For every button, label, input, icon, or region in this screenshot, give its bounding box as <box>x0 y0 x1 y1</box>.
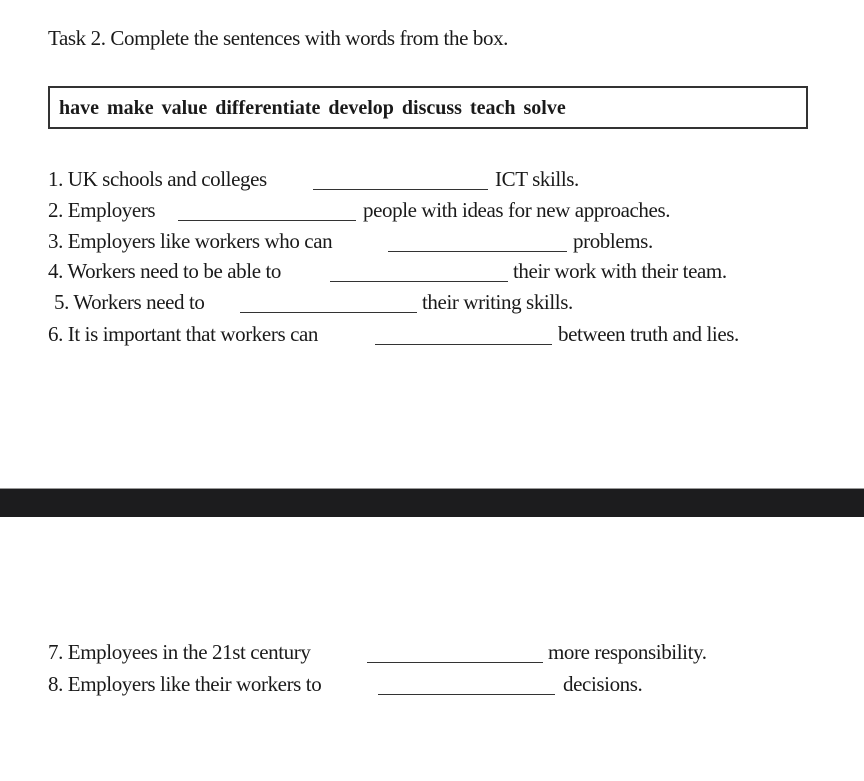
sentence-text: their writing skills. <box>422 290 573 314</box>
sentence-text: people with ideas for new approaches. <box>363 198 671 222</box>
answer-blank[interactable] <box>313 188 488 190</box>
sentence-2 <box>0 198 864 226</box>
task-title: Task 2. Complete the sentences with words from the box. <box>48 26 509 50</box>
sentence-text: their work with their team. <box>513 259 727 283</box>
sentence-4 <box>0 259 864 287</box>
answer-blank[interactable] <box>178 219 356 221</box>
sentence-3 <box>0 229 864 257</box>
word-box-words: have make value differentiate develop discuss teach solve <box>59 97 566 119</box>
sentence-text: 8. Employers like their workers to <box>48 672 322 696</box>
sentence-5 <box>0 290 864 318</box>
sentence-text: 5. Workers need to <box>54 290 205 314</box>
answer-blank[interactable] <box>378 693 555 695</box>
sentence-text: 2. Employers <box>48 198 156 222</box>
sentence-text: 6. It is important that workers can <box>48 322 319 346</box>
sentence-text: 7. Employees in the 21st century <box>48 640 311 664</box>
sentence-text: problems. <box>573 229 653 253</box>
answer-blank[interactable] <box>375 343 552 345</box>
answer-blank[interactable] <box>240 311 417 313</box>
sentence-text: 3. Employers like workers who can <box>48 229 333 253</box>
sentence-8 <box>0 672 864 700</box>
sentence-text: 4. Workers need to be able to <box>48 259 281 283</box>
sentence-text: between truth and lies. <box>558 322 739 346</box>
sentence-text: ICT skills. <box>495 167 579 191</box>
sentence-1 <box>0 167 864 195</box>
answer-blank[interactable] <box>388 250 567 252</box>
sentence-text: more responsibility. <box>548 640 707 664</box>
sentence-7 <box>0 640 864 668</box>
sentence-text: decisions. <box>563 672 643 696</box>
answer-blank[interactable] <box>330 280 508 282</box>
sentence-text: 1. UK schools and colleges <box>48 167 267 191</box>
sentence-6 <box>0 322 864 350</box>
redaction-band <box>0 488 864 517</box>
word-box <box>48 86 808 129</box>
answer-blank[interactable] <box>367 661 543 663</box>
